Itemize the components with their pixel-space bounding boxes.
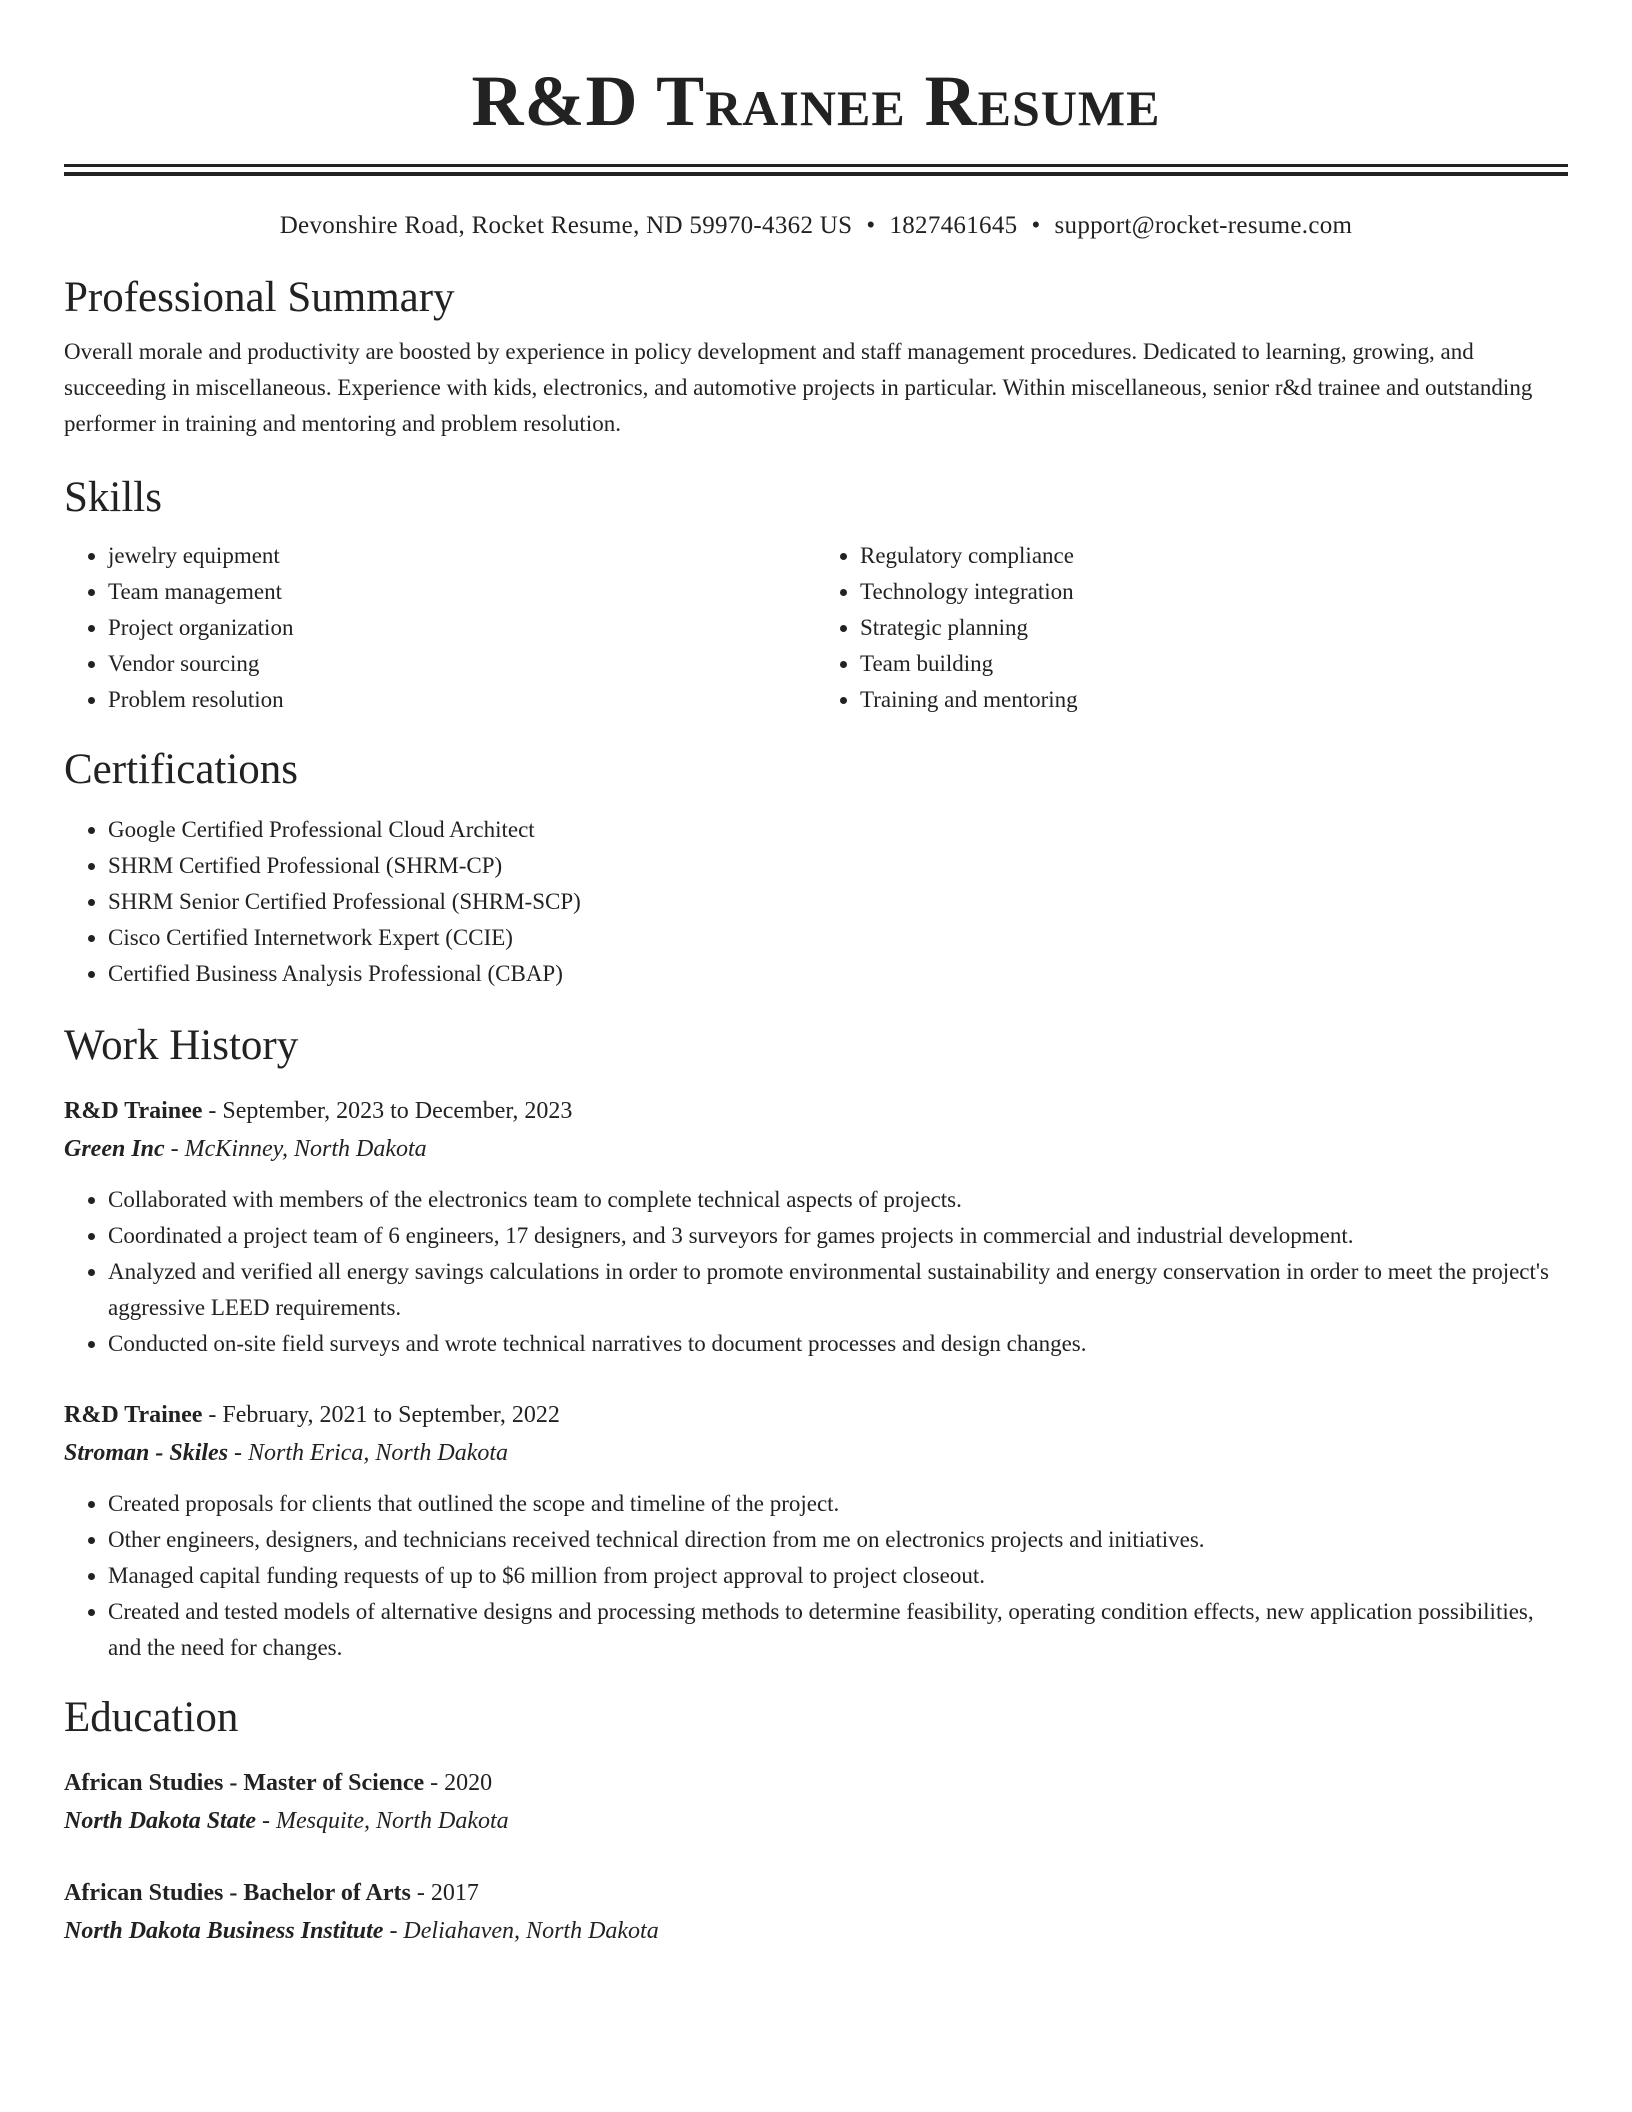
contact-separator: • xyxy=(866,212,876,239)
work-history-heading: Work History xyxy=(64,1022,299,1069)
job-title: R&D Trainee xyxy=(64,1402,203,1428)
job-bullet: • Other engineers, designers, and technicians received technical direction from me on electronics projects and initiatives. xyxy=(108,1522,1568,1558)
education-entry xyxy=(64,1764,1568,1840)
skills-columns xyxy=(64,538,1568,718)
job-location: - McKinney, North Dakota xyxy=(164,1136,427,1162)
education-degree-line xyxy=(64,1874,1568,1912)
job-company: Green Inc xyxy=(64,1136,165,1162)
certifications-heading: Certifications xyxy=(64,746,299,793)
job-bullet: • Coordinated a project team of 6 engineers, 17 designers, and 3 surveyors for games projects in commercial and industrial development. xyxy=(108,1218,1568,1254)
skill-item: • Team management xyxy=(108,574,816,610)
job-company-line xyxy=(64,1130,1568,1168)
education-school-line xyxy=(64,1802,1568,1840)
job-bullet: • Managed capital funding requests of up to $6 million from project approval to project closeout. xyxy=(108,1558,1568,1594)
job-title-line xyxy=(64,1396,1568,1434)
job-location: - North Erica, North Dakota xyxy=(228,1440,509,1466)
skill-item: • Project organization xyxy=(108,610,816,646)
job-company-line xyxy=(64,1434,1568,1472)
education-year: - 2017 xyxy=(410,1880,479,1906)
education-degree: African Studies - Master of Science xyxy=(64,1770,425,1796)
job-dates: - February, 2021 to September, 2022 xyxy=(202,1402,560,1428)
resume-title: R&D Trainee Resume xyxy=(471,61,1161,141)
skill-item: • Vendor sourcing xyxy=(108,646,816,682)
job-entry xyxy=(64,1396,1568,1666)
job-bullet: • Created and tested models of alternative designs and processing methods to determine feasibility, operating condition effects, new application possibilities, and the need for changes. xyxy=(108,1594,1568,1666)
certification-item: • Cisco Certified Internetwork Expert (CCIE) xyxy=(108,920,1568,956)
job-title: R&D Trainee xyxy=(64,1098,203,1124)
contact-email: support@rocket-resume.com xyxy=(1054,212,1353,239)
education-school: North Dakota Business Institute xyxy=(64,1918,384,1944)
skill-item: • Training and mentoring xyxy=(860,682,1568,718)
education-degree-line xyxy=(64,1764,1568,1802)
certification-item: • SHRM Certified Professional (SHRM-CP) xyxy=(108,848,1568,884)
skill-item: • jewelry equipment xyxy=(108,538,816,574)
job-bullet: • Conducted on-site field surveys and wrote technical narratives to document processes and design changes. xyxy=(108,1326,1568,1362)
certifications-list xyxy=(64,812,1568,992)
job-dates: - September, 2023 to December, 2023 xyxy=(202,1098,573,1124)
education-year: - 2020 xyxy=(424,1770,493,1796)
title-divider xyxy=(64,164,1568,176)
education-school: North Dakota State xyxy=(64,1808,257,1834)
education-location: - Mesquite, North Dakota xyxy=(256,1808,509,1834)
education-entry xyxy=(64,1874,1568,1950)
education-location: - Deliahaven, North Dakota xyxy=(383,1918,659,1944)
skill-item: • Team building xyxy=(860,646,1568,682)
skill-item: • Strategic planning xyxy=(860,610,1568,646)
contact-line xyxy=(64,210,1568,242)
job-title-line xyxy=(64,1092,1568,1130)
certification-item: • Google Certified Professional Cloud Architect xyxy=(108,812,1568,848)
job-bullet: • Collaborated with members of the electronics team to complete technical aspects of projects. xyxy=(108,1182,1568,1218)
education-heading: Education xyxy=(64,1694,239,1741)
skills-list-right xyxy=(816,538,1568,718)
skills-heading: Skills xyxy=(64,474,162,521)
job-bullets xyxy=(64,1182,1568,1362)
skill-item: • Problem resolution xyxy=(108,682,816,718)
education-school-line xyxy=(64,1912,1568,1950)
education-degree: African Studies - Bachelor of Arts xyxy=(64,1880,411,1906)
certification-item: • Certified Business Analysis Professional (CBAP) xyxy=(108,956,1568,992)
job-entry xyxy=(64,1092,1568,1362)
contact-phone: 1827461645 xyxy=(889,212,1018,239)
job-bullet: • Analyzed and verified all energy savings calculations in order to promote environmental sustainability and energy conservation in order to meet the project's aggressive LEED requirements. xyxy=(108,1254,1568,1326)
job-company: Stroman - Skiles xyxy=(64,1440,229,1466)
contact-address: Devonshire Road, Rocket Resume, ND 59970-4362 US xyxy=(279,212,853,239)
contact-separator: • xyxy=(1031,212,1041,239)
summary-heading: Professional Summary xyxy=(64,274,455,321)
skill-item: • Technology integration xyxy=(860,574,1568,610)
job-bullets xyxy=(64,1486,1568,1666)
job-bullet: • Created proposals for clients that outlined the scope and timeline of the project. xyxy=(108,1486,1568,1522)
certification-item: • SHRM Senior Certified Professional (SHRM-SCP) xyxy=(108,884,1568,920)
skills-list-left xyxy=(64,538,816,718)
summary-text: Overall morale and productivity are boosted by experience in policy development and staff management procedures. Dedicated to learning, growing, and succeeding in miscellaneous. Experience with kids, electronics, and automotive projects in particular. Within miscellaneous, senior r&d trainee and outstanding performer in training and mentoring and problem resolution. xyxy=(64,339,1533,436)
skill-item: • Regulatory compliance xyxy=(860,538,1568,574)
